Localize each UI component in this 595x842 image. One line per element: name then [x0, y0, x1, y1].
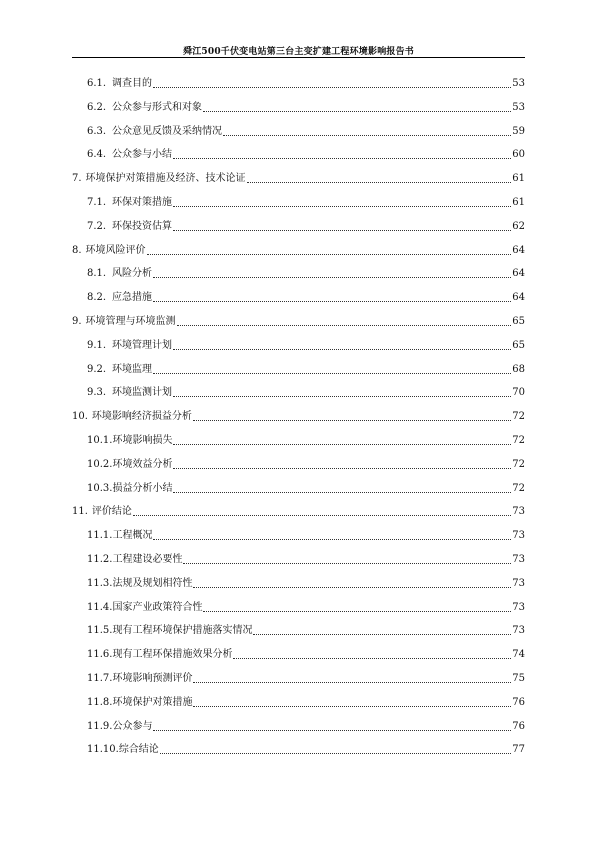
toc-entry-page-number: 64 [512, 292, 525, 304]
toc-entry-title: 应急措施 [112, 292, 152, 304]
toc-entry-number: 11.9. [87, 720, 113, 732]
toc-entry-title: 公众参与形式和对象 [112, 101, 202, 113]
toc-dot-leader [153, 373, 511, 374]
toc-entry-title: 环境管理计划 [112, 339, 172, 351]
toc-entry-title: 损益分析小结 [112, 482, 173, 494]
toc-entry-title: 环境保护对策措施及经济、技术论证 [85, 173, 246, 185]
toc-entry-page-number: 64 [512, 244, 525, 256]
toc-dot-leader [173, 444, 511, 445]
toc-entry-page-number: 61 [512, 173, 525, 185]
running-header: 舜江500千伏变电站第三台主变扩建工程环境影响报告书 [183, 47, 414, 57]
toc-entry-title: 公众参与小结 [112, 149, 172, 161]
toc-dot-leader [183, 563, 511, 564]
toc-entry-page-number: 59 [512, 125, 525, 137]
toc-entry[interactable] [87, 219, 525, 233]
toc-dot-leader [160, 753, 511, 754]
toc-entry-number: 6.2. [87, 101, 107, 113]
toc-entry[interactable] [87, 481, 525, 495]
toc-entry-number: 11.8. [87, 696, 113, 708]
toc-entry-page-number: 73 [512, 601, 525, 613]
toc-entry-number: 8.1. [87, 268, 107, 280]
toc-entry-number: 11.1. [87, 530, 113, 542]
toc-entry-title: 法规及规划相符性 [112, 577, 193, 589]
toc-dot-leader [223, 135, 511, 136]
toc-entry-number: 11.5. [87, 625, 113, 637]
toc-entry[interactable] [87, 266, 525, 280]
toc-dot-leader [173, 396, 511, 397]
toc-entry-title: 工程建设必要性 [112, 554, 183, 565]
toc-entry-number: 6.4. [87, 149, 107, 161]
toc-entry-page-number: 60 [512, 149, 525, 161]
toc-entry-title: 环境监测计划 [112, 387, 172, 399]
toc-entry[interactable] [87, 671, 525, 685]
toc-entry[interactable] [72, 409, 525, 423]
toc-entry-title: 综合结论 [118, 744, 159, 756]
toc-entry[interactable] [87, 695, 525, 709]
toc-entry-number: 9.3. [87, 387, 107, 399]
toc-entry-title: 环保对策措施 [112, 197, 172, 208]
toc-dot-leader [173, 206, 511, 207]
toc-dot-leader [247, 182, 512, 183]
toc-entry[interactable] [72, 171, 525, 185]
toc-dot-leader [153, 277, 511, 278]
toc-entry-number: 11.6. [87, 649, 113, 661]
toc-entry[interactable] [87, 600, 525, 614]
toc-entry-page-number: 62 [512, 220, 525, 232]
toc-entry-number: 9.2. [87, 363, 107, 375]
toc-entry-page-number: 73 [512, 530, 525, 542]
toc-entry-page-number: 72 [512, 458, 525, 470]
toc-entry[interactable] [87, 647, 525, 661]
toc-entry-number: 10.2. [87, 458, 113, 470]
toc-entry-number: 11.7. [87, 673, 113, 684]
toc-entry-title: 环保投资估算 [112, 220, 172, 232]
toc-entry[interactable] [87, 552, 525, 566]
toc-entry-title: 国家产业政策符合性 [112, 601, 203, 613]
toc-entry[interactable] [87, 385, 525, 399]
toc-entry[interactable] [87, 76, 525, 90]
toc-dot-leader [193, 682, 511, 683]
toc-dot-leader [203, 611, 511, 612]
toc-entry-title: 公众参与 [112, 720, 153, 732]
toc-entry-page-number: 68 [512, 363, 525, 375]
toc-entry[interactable] [87, 100, 525, 114]
toc-entry-number: 9. [72, 316, 82, 327]
toc-entry-title: 现有工程环保措施效果分析 [112, 649, 233, 661]
toc-entry-number: 11.10. [87, 744, 119, 756]
toc-dot-leader [173, 349, 511, 350]
toc-entry-page-number: 65 [512, 339, 525, 351]
toc-dot-leader [177, 325, 512, 326]
toc-entry-number: 7. [72, 173, 82, 185]
toc-entry[interactable] [87, 362, 525, 376]
toc-dot-leader [233, 658, 511, 659]
toc-entry[interactable] [72, 314, 525, 328]
toc-entry-number: 7.1. [87, 197, 107, 208]
toc-entry-title: 环境保护对策措施 [112, 696, 193, 708]
toc-entry-number: 11.4. [87, 601, 113, 613]
toc-entry-page-number: 73 [512, 554, 525, 565]
toc-entry[interactable] [87, 576, 525, 590]
toc-entry-page-number: 70 [512, 387, 525, 399]
toc-entry-number: 6.3. [87, 125, 107, 137]
toc-entry-number: 8.2. [87, 292, 107, 304]
toc-entry-number: 10.1. [87, 435, 113, 446]
toc-entry[interactable] [87, 742, 525, 756]
toc-entry[interactable] [87, 719, 525, 733]
toc-entry-page-number: 77 [512, 744, 525, 756]
toc-entry-page-number: 72 [512, 411, 525, 423]
toc-entry-page-number: 75 [512, 673, 525, 684]
toc-dot-leader [173, 158, 511, 159]
toc-entry-number: 7.2. [87, 220, 107, 232]
toc-entry-title: 评价结论 [91, 506, 132, 518]
toc-entry[interactable] [72, 243, 525, 257]
toc-dot-leader [133, 515, 511, 516]
toc-entry-page-number: 76 [512, 720, 525, 732]
toc-entry-title: 环境影响损失 [112, 435, 173, 446]
toc-entry-number: 10. [72, 411, 88, 423]
toc-dot-leader [193, 420, 511, 421]
toc-entry-number: 11.2. [87, 554, 113, 565]
toc-entry-title: 工程概况 [112, 530, 153, 542]
toc-entry-page-number: 76 [512, 696, 525, 708]
toc-entry-page-number: 72 [512, 435, 525, 446]
toc-entry-title: 风险分析 [112, 268, 152, 280]
toc-entry-title: 调查目的 [112, 78, 152, 89]
toc-dot-leader [193, 706, 511, 707]
toc-entry-number: 9.1. [87, 339, 107, 351]
toc-entry-page-number: 72 [512, 482, 525, 494]
toc-entry-number: 11.3. [87, 577, 113, 589]
toc-entry-page-number: 61 [512, 197, 525, 208]
toc-entry-number: 8. [72, 244, 82, 256]
toc-entry[interactable] [72, 504, 525, 518]
toc-entry-title: 现有工程环境保护措施落实情况 [112, 625, 253, 637]
toc-entry-title: 环境监理 [112, 363, 152, 375]
toc-entry[interactable] [87, 338, 525, 352]
toc-entry-page-number: 73 [512, 577, 525, 589]
toc-entry-page-number: 65 [512, 316, 525, 327]
toc-entry-title: 公众意见反馈及采纳情况 [112, 125, 222, 137]
toc-entry-page-number: 53 [512, 78, 525, 89]
toc-entry[interactable] [87, 528, 525, 542]
toc-entry[interactable] [87, 195, 525, 209]
toc-entry-page-number: 74 [512, 649, 525, 661]
toc-entry-number: 6.1. [87, 78, 107, 89]
toc-entry-number: 11. [72, 506, 88, 518]
toc-entry-title: 环境风险评价 [85, 244, 146, 256]
toc-dot-leader [153, 539, 511, 540]
toc-entry-title: 环境管理与环境监测 [85, 316, 176, 327]
toc-entry-page-number: 73 [512, 625, 525, 637]
toc-entry-page-number: 53 [512, 101, 525, 113]
toc-entry-title: 环境影响预测评价 [112, 673, 193, 684]
toc-entry-number: 10.3. [87, 482, 113, 494]
toc-entry[interactable] [87, 124, 525, 138]
toc-dot-leader [153, 87, 511, 88]
toc-entry[interactable] [87, 623, 525, 637]
toc-dot-leader [253, 634, 511, 635]
toc-entry-page-number: 73 [512, 506, 525, 518]
toc-dot-leader [173, 468, 511, 469]
toc-dot-leader [153, 730, 511, 731]
toc-entry[interactable] [87, 147, 525, 161]
toc-dot-leader [203, 111, 511, 112]
toc-dot-leader [153, 301, 511, 302]
toc-dot-leader [193, 587, 511, 588]
toc-entry[interactable] [87, 290, 525, 304]
toc-dot-leader [173, 230, 511, 231]
toc-entry[interactable] [87, 457, 525, 471]
toc-entry[interactable] [87, 433, 525, 447]
header-rule [72, 57, 525, 58]
toc-dot-leader [147, 254, 512, 255]
toc-dot-leader [173, 492, 511, 493]
toc-entry-title: 环境效益分析 [112, 458, 173, 470]
toc-entry-page-number: 64 [512, 268, 525, 280]
toc-entry-title: 环境影响经济损益分析 [91, 411, 192, 423]
